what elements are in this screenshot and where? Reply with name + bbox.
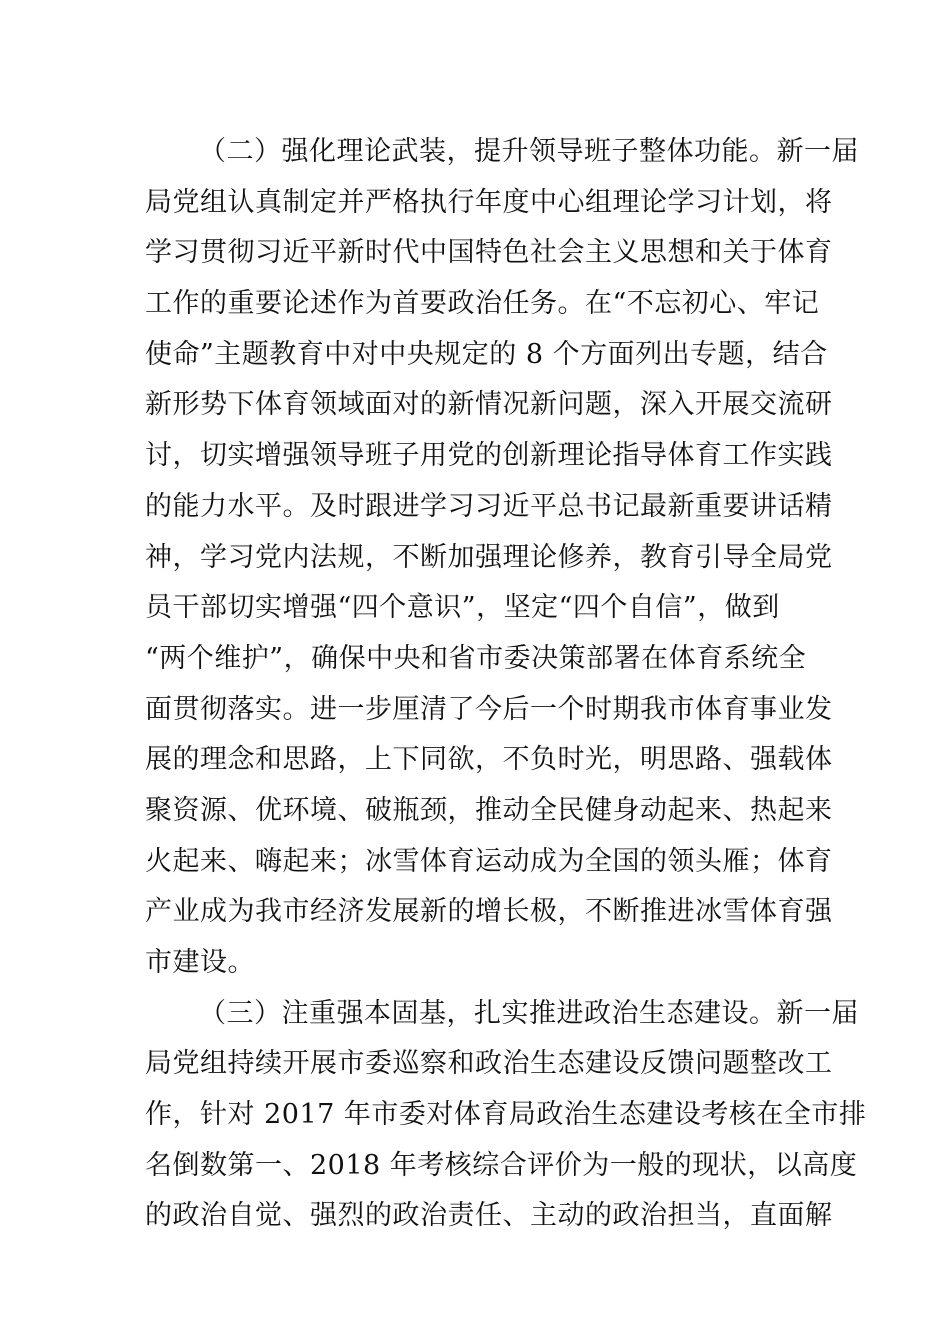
paragraph-2-line-12: 面贯彻落实。进一步厘清了今后一个时期我市体育事业发 bbox=[145, 693, 833, 725]
paragraph-2-line-16: 产业成为我市经济发展新的增长极，不断推进冰雪体育强 bbox=[145, 896, 833, 928]
paragraph-2-line-10: 员干部切实增强“四个意识”，坚定“四个自信”，做到 bbox=[145, 592, 780, 624]
paragraph-3-line-2: 局党组持续开展市委巡察和政治生态建设反馈问题整改工 bbox=[145, 1048, 833, 1080]
paragraph-2-line-3: 学习贯彻习近平新时代中国特色社会主义思想和关于体育 bbox=[145, 237, 833, 269]
paragraph-2-line-15: 火起来、嗨起来；冰雪体育运动成为全国的领头雁；体育 bbox=[145, 845, 833, 877]
paragraph-3-line-1: （三）注重强本固基，扎实推进政治生态建设。新一届 bbox=[199, 997, 859, 1029]
paragraph-2-line-4: 工作的重要论述作为首要政治任务。在“不忘初心、牢记 bbox=[145, 288, 820, 320]
paragraph-2-line-5: 使命”主题教育中对中央规定的 8 个方面列出专题，结合 bbox=[145, 338, 828, 370]
paragraph-2-line-14: 聚资源、优环境、破瓶颈，推动全民健身动起来、热起来 bbox=[145, 794, 833, 826]
paragraph-2-line-7: 讨，切实增强领导班子用党的创新理论指导体育工作实践 bbox=[145, 440, 833, 472]
document-body bbox=[145, 127, 867, 1242]
paragraph-2-line-11: “两个维护”，确保中央和省市委决策部署在体育系统全 bbox=[145, 642, 807, 674]
paragraph-3-line-3: 作，针对 2017 年市委对体育局政治生态建设考核在全市排 bbox=[145, 1099, 867, 1131]
paragraph-2-line-2: 局党组认真制定并严格执行年度中心组理论学习计划，将 bbox=[145, 186, 833, 218]
paragraph-2-line-8: 的能力水平。及时跟进学习习近平总书记最新重要讲话精 bbox=[145, 490, 833, 522]
paragraph-3-line-4: 名倒数第一、2018 年考核综合评价为一般的现状，以高度 bbox=[145, 1149, 858, 1181]
paragraph-2-line-9: 神，学习党内法规，不断加强理论修养，教育引导全局党 bbox=[145, 541, 833, 573]
paragraph-2-line-6: 新形势下体育领域面对的新情况新问题，深入开展交流研 bbox=[145, 389, 833, 421]
paragraph-2-line-1: （二）强化理论武装，提升领导班子整体功能。新一届 bbox=[199, 136, 859, 167]
paragraph-2-line-17: 市建设。 bbox=[145, 947, 255, 978]
paragraph-2-line-13: 展的理念和思路，上下同欲，不负时光，明思路、强载体 bbox=[145, 744, 833, 776]
paragraph-3-line-5: 的政治自觉、强烈的政治责任、主动的政治担当，直面解 bbox=[145, 1200, 833, 1232]
